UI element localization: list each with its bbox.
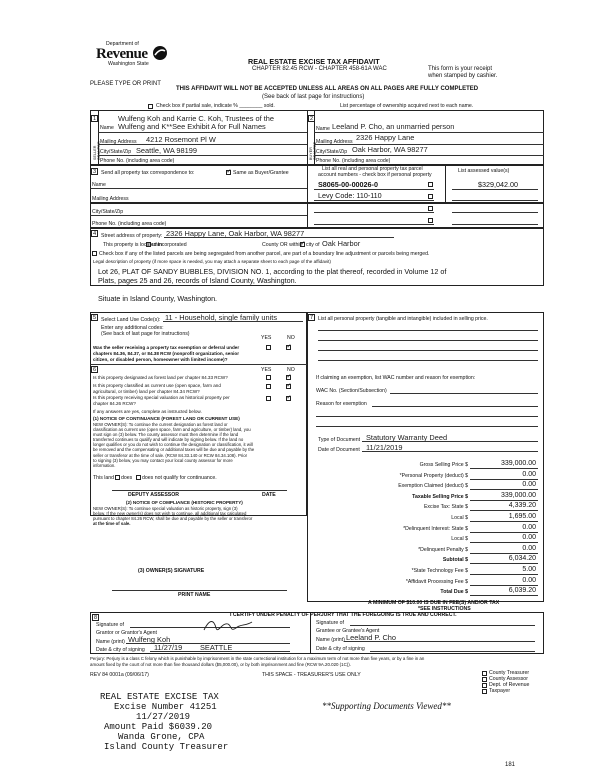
tax-row-value[interactable]: 6,034.20 [508,555,536,563]
see-back: (See back of last page for instructions) [262,94,365,100]
tax-row-line [470,595,538,596]
tax-row-line [470,521,538,522]
buyer-name[interactable]: Leeland P. Cho, an unmarried person [332,122,455,131]
stamp-line-3: 11/27/2019 [136,712,191,722]
grantor-date[interactable]: 11/27/19 [154,643,183,652]
q-exempt-3: citizen, or disabled person, homeowner with limited income)? [93,357,228,362]
corr-phone-label: Phone No. (including area code) [92,221,167,227]
street-label: Street address of property: [101,233,163,239]
legal-line-1[interactable]: Lot 26, PLAT OF SANDY BUBBLES, DIVISION NO. 1, according to the plat thereof, recorded in Volume 12 of [98,267,447,276]
notice-2-line: pursuant to chapter 84.26 RCW, shall be due and payable by the seller or transferor [93,516,253,522]
supporting-documents: **Supporting Documents Viewed** [322,701,451,711]
seller-name-line2[interactable]: Wulfeng and K**See Exhibit A for Full Names [118,122,266,131]
tax-row-label: Excise Tax: State $ [423,504,468,511]
stamp-line-4: Amount Paid $6039.20 [104,722,213,732]
q-historic-1: Is this property receiving special valuation as historical property per [93,395,230,400]
grantor-signature-of: Signature of [96,622,124,628]
tax-row-value[interactable]: 339,000.00 [500,491,536,499]
tax-row-line [470,542,538,543]
dor-logo [96,38,176,76]
logo-revenue: Revenue [96,46,148,62]
grantee-signature-of: Signature of [316,620,344,626]
city-of-checkbox[interactable] [300,242,305,247]
tax-row-line [470,510,538,511]
land-does-not-label: does not qualify for continuance. [142,475,217,481]
assessed-header: List assessed value(s) [458,168,510,174]
tax-row-value[interactable]: 6,039.20 [508,587,536,595]
tax-row-value[interactable]: 1,695.00 [508,513,536,520]
segregated-label: Check box if any of the listed parcels are being segregated from another parcel, are part of a boundary line adjustment or parcels being merged. [99,251,430,257]
tax-row-label: *Delinquent Penalty $ [418,546,468,553]
unincorporated-label: unincorporated [152,242,187,248]
section-6-number: 6 [92,367,97,373]
buyer-city-label: City/State/Zip [316,149,348,155]
historic-yes-checkbox[interactable] [266,396,271,401]
tax-row-line [470,553,538,554]
warning: THIS AFFIDAVIT WILL NOT BE ACCEPTED UNLESS ALL AREAS ON ALL PAGES ARE FULLY COMPLETED [176,86,479,92]
doc-date[interactable]: 11/21/2019 [366,443,403,452]
notice-2-line: NEW OWNER(S): To continue special valuation as historic property, sign (3) [93,506,238,511]
copy-label: County Assessor [489,676,528,682]
corr-name-label: Name [92,182,106,188]
deputy-assessor: DEPUTY ASSESSOR [128,492,180,498]
q-current-2: agricultural, or timber) land per chapter 84.34 RCW? [93,389,200,394]
land-does-checkbox[interactable] [115,475,120,480]
seller-side-label: SELLER GRANTOR [93,141,101,160]
exempt-yes-checkbox[interactable] [266,345,271,350]
land-does-not-checkbox[interactable] [136,475,141,480]
no-header-2: NO [287,367,295,373]
notice-1-line: longer qualifies or you do not wish to continue the designation or classification, it will [93,442,253,448]
enter-additional: Enter any additional codes: [101,325,164,331]
receipt-note-2: when stamped by cashier. [428,73,498,79]
grantee-name-print-label: Name (print) [316,637,345,643]
if-any-yes: If any answers are yes, complete as instructed below. [93,409,202,414]
owner-signature-label: (3) OWNER(S) SIGNATURE [138,568,205,574]
notice-1-line: transferred continues to qualify and will indicate by signing below. If the land no [93,437,244,443]
tax-row-line [470,574,538,575]
tax-row-value[interactable]: 5.00 [522,566,536,573]
grantor-agent-label: Grantor or Grantor's Agent [96,630,157,636]
segregated-checkbox[interactable] [92,251,97,256]
tax-row-value[interactable]: 0.00 [522,534,536,542]
tax-row-label: *Affidavit Processing Fee $ [405,578,468,585]
buyer-side-label: BUYER GRANTEE [309,141,317,160]
copy-label: County Treasurer [489,670,530,676]
tax-row-label: Local $ [451,536,468,543]
seller-phone-label: Phone No. (including area code) [100,158,175,164]
personal-property-label: List all personal property (tangible and intangible) included in selling price. [318,316,488,322]
parcel-1-personal-checkbox[interactable] [428,182,433,187]
section-8-number: 8 [93,615,98,621]
section-1-number: 1 [92,116,97,122]
logo-washington: Washington State [108,61,149,67]
notice-1-body [93,422,254,468]
seller-name-label: Name [100,125,114,131]
tax-row-label: Local $ [451,515,468,521]
unincorporated-checkbox[interactable] [146,242,151,247]
q-historic-2: chapter 84.26 RCW? [93,401,136,406]
grantor-city[interactable]: SEATTLE [200,643,233,652]
legal-label: Legal description of property (if more space is needed, you may attach a separate sheet to each page of the affidavit) [93,259,331,264]
land-use-see-back: (See back of last page for instructions) [101,331,190,337]
doc-type-label: Type of Document [318,437,361,443]
tax-row-label: Taxable Selling Price $ [412,493,468,500]
notice-2-line: below. If the new owner(s) does not wish to continue, all additional tax calculated [93,511,247,517]
tax-row-label: *Personal Property (deduct) $ [399,472,468,479]
buyer-mailing[interactable]: 2326 Happy Lane [356,133,415,142]
tax-row-label: *State Technology Fee $ [411,568,468,574]
tax-row-label: Total Due $ [440,589,468,596]
footer-number: 181 [505,762,516,768]
legal-line-2[interactable]: Plats, pages 25 and 26, records of Island County, Washington. [98,276,297,285]
current-use-yes-checkbox[interactable] [266,384,271,389]
this-land-label: This land [93,475,115,481]
perjury-1: Perjury: Perjury is a class C felony which is punishable by imprisonment in the state correctional institution for a maximum term of not more than five years, or by a fine in an [90,656,425,661]
q-forest: Is this property designated as forest land per chapter 84.33 RCW? [93,375,228,380]
correspondence-label: Send all property tax correspondence to: [101,170,195,176]
county-or-within: County OR within [262,242,303,248]
corr-city-label: City/State/Zip [92,209,124,215]
logo-swoosh-icon [152,45,168,61]
please-type: PLEASE TYPE OR PRINT [90,81,161,87]
notice-1-line: seller or transferor at the time of sale. (RCW 84.33.140 or RCW 84.34.108). Prior [93,452,248,458]
rev-code: REV 84 0001a (09/06/17) [90,672,149,678]
forest-no-checkbox[interactable] [286,375,291,380]
copy-checkbox [482,689,487,694]
yes-header-1: YES [261,335,272,341]
parcels-header-2: account numbers - check box if personal property [318,172,432,178]
logo-department: Department of [106,41,139,47]
tax-row-line [470,585,538,586]
tax-row-line [470,468,538,469]
buyer-phone-label: Phone No. (including area code) [316,158,391,164]
tax-row-value[interactable]: 0.00 [522,576,536,584]
print-name-label: PRINT NAME [178,592,211,598]
grantor-name-print-label: Name (print) [96,639,125,645]
seller-city-label: City/State/Zip [100,149,132,155]
perjury-2: amount fixed by the court of not more than five thousand dollars ($5,000.00), or by both imprisonment and fine (RCW 9A.20.020 (1C)). [90,662,351,667]
grantee-date-city-label: Date & city of signing [316,646,365,652]
assessed-value[interactable]: $329,042.00 [478,180,518,189]
exempt-no-checkbox[interactable] [286,345,291,350]
notice-1-line: must sign on (3) below. The county assessor must then determine if the land [93,432,239,438]
form-subtitle: CHAPTER 82.45 RCW - CHAPTER 458-61A WAC [252,66,387,72]
section-3-number: 3 [92,169,97,175]
q-current-1: Is this property classified as current use (open space, farm and [93,383,221,388]
yes-header-2: YES [261,367,272,373]
tax-row-line [470,563,538,564]
section-7-number: 7 [309,315,314,321]
seller-city[interactable]: Seattle, WA 98199 [136,146,197,155]
copy-checkbox [482,671,487,676]
q-exempt-2: chapters 84.36, 84.37, or 84.38 RCW (nonprofit organization, senior [93,351,240,356]
notice-1-line: classification as current use (open space, farm and agriculture, or timber) land, you [93,427,251,433]
doc-type[interactable]: Statutory Warranty Deed [366,433,448,442]
buyer-name-label: Name [316,126,330,132]
notice-1-line: to signing (3) below, you may contact your local county assessor for more [93,457,233,463]
buyer-city[interactable]: Oak Harbor, WA 98277 [352,145,428,154]
parcels-header-1: List all real and personal property tax parcel [322,166,423,172]
land-does-label: does [121,475,133,481]
notice-2-title: (2) NOTICE OF COMPLIANCE (HISTORIC PROPERTY) [126,500,243,505]
tax-row-label: Exemption Claimed (deduct) $ [398,483,468,490]
stamp-line-1: REAL ESTATE EXCISE TAX [100,692,219,702]
land-use-code[interactable]: 11 - Household, single family units [165,313,278,322]
parcel-3-personal-checkbox[interactable] [428,206,433,211]
parcel-number[interactable]: S8065-00-00026-0 [318,180,378,189]
claiming-label: If claiming an exemption, list WAC number and reason for exemption: [316,375,476,381]
copy-label: Dept. of Revenue [489,682,530,688]
legal-line-3[interactable]: Situate in Island County, Washington. [98,294,218,303]
notice-1-line: NEW OWNER(S): To continue the current designation as forest land or [93,422,228,427]
tax-row-line [470,532,538,533]
notice-1-title: (1) NOTICE OF CONTINUANCE (FOREST LAND OR CURRENT USE) [93,416,240,421]
tax-row-value[interactable]: 0.00 [522,544,536,552]
receipt-note-1: This form is your receipt [428,66,493,72]
grantor-date-city-label: Date & city of signing [96,647,145,653]
grantee-agent-label: Grantee or Grantee's Agent [316,628,380,634]
treasurer-use: THIS SPACE - TREASURER'S USE ONLY [262,672,361,678]
doc-date-label: Date of Document [318,447,360,453]
buyer-mailing-label: Mailing Address [316,139,353,145]
deputy-date: DATE [262,492,276,498]
tax-row-label: *Delinquent Interest: State $ [403,525,468,532]
tax-row-value[interactable]: 4,339.20 [508,502,536,510]
list-percentage: List percentage of ownership acquired next to each name. [340,103,474,109]
certify-statement: I CERTIFY UNDER PENALTY OF PERJURY THAT THE FOREGOING IS TRUE AND CORRECT. [230,612,457,618]
tax-row-label: Subtotal $ [442,557,468,564]
grantee-name[interactable]: Leeland P. Cho [346,633,396,642]
seller-name-line1[interactable]: Wulfeng Koh and Karrie C. Koh, Trustees of the [118,114,274,123]
seller-mailing-label: Mailing Address [100,139,137,145]
section-5-number: 5 [92,315,97,321]
minimum-due-2: *SEE INSTRUCTIONS [418,606,471,612]
street-address[interactable]: 2326 Happy Lane, Oak Harbor, WA 98277 [166,229,305,238]
tax-row-value[interactable]: 0.00 [522,481,536,489]
partial-sale-label: Check box if partial sale, indicate % ________ sold. [156,103,275,109]
notice-1-line: be removed and the compensating or additional taxes will be due and payable by the [93,447,255,453]
land-use-label: Select Land Use Code(s): [101,317,161,323]
reason-label: Reason for exemption [316,401,367,407]
same-as-buyer-label: Same as Buyer/Grantee [233,170,289,176]
stamp-line-6: Island County Treasurer [104,742,229,752]
grantor-name[interactable]: Wulfeng Koh [128,635,171,644]
notice-1-line: information. [93,462,116,468]
property-city[interactable]: Oak Harbor [322,239,361,248]
parcel-2-personal-checkbox[interactable] [428,194,433,199]
notice-2-body [93,506,252,526]
forest-yes-checkbox[interactable] [266,375,271,380]
current-use-no-checkbox[interactable] [286,384,291,389]
stamp-line-2: Excise Number 41251 [114,702,217,712]
tax-row-line [470,489,538,490]
same-as-buyer-checkbox[interactable] [226,170,231,175]
no-header-1: NO [287,335,295,341]
tax-row-label: Gross Selling Price $ [419,462,468,468]
tax-row-value[interactable]: 339,000.00 [500,460,536,467]
section-4-number: 4 [92,231,97,237]
located-in-label: This property is located in [103,242,163,248]
notice-2-line: at the time of sale. [93,521,131,527]
grantor-signature [200,616,260,636]
partial-sale-checkbox[interactable] [148,104,153,109]
copy-checkbox [482,677,487,682]
copy-label: Taxpayer [489,688,511,694]
tax-row-line [470,500,538,501]
tax-row-line [470,479,538,480]
seller-mailing[interactable]: 4212 Rosemont Pl W [146,135,216,144]
city-of-label: city of [306,242,320,248]
tax-row-value[interactable]: 0.00 [522,470,536,478]
form-title: REAL ESTATE EXCISE TAX AFFIDAVIT [248,57,380,66]
minimum-due-1: A MINIMUM OF $10.00 IS DUE IN FEE(S) AND/OR TAX [368,600,500,606]
historic-no-checkbox[interactable] [286,396,291,401]
stamp-line-5: Wanda Grone, CPA [118,732,205,742]
copy-checkbox [482,683,487,688]
tax-row-value[interactable]: 0.00 [522,523,536,531]
levy-code[interactable]: Levy Code: 110-110 [318,191,382,200]
section-2-number: 2 [309,116,314,122]
parcel-4-personal-checkbox[interactable] [428,218,433,223]
q-exempt-1: Was the seller receiving a property tax exemption or deferral under [93,345,240,350]
wac-label: WAC No. (Section/Subsection) [316,388,387,394]
corr-mailing-label: Mailing Address [92,196,129,202]
